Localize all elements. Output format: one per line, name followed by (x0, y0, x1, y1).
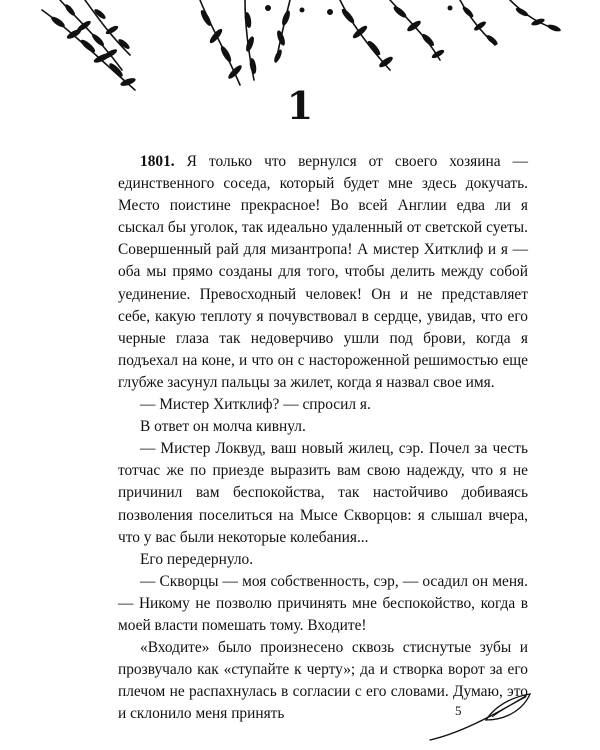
paragraph: В ответ он молча кивнул. (140, 418, 306, 436)
paragraph: Его передернуло. (140, 550, 254, 568)
paragraph-text: Я только что вернулся от своего хозяина — единственного соседа, который будет мне здесь докучать. Место поистине прекрасное! Во всей Англии едва ли я сыскал бы уголок, так идеально удаленный от светской суеты. Совершенный рай для мизантропа! А мистер Хитклиф и я — оба мы прямо созданы для того, чтобы делить между собой уединение. Превосходный человек! Он и не представляет себе, какую теплоту я почувствовал в сердце, увидав, что его черные глаза так недоверчиво ушли под брови, когда я подъехал на коне, и что он с настороженной решимостью еще глубже засунул пальцы за жилет, когда я назвал свое имя. (118, 153, 528, 391)
paragraph: «Входите» было произнесено сквозь стиснутые зубы и прозвучало как «ступайте к черту»; да и створка ворот за его плечом не распахнулась в согласии с его словами. Думаю, это и склонило меня принять (118, 639, 528, 723)
leaf-sprig-illustration (426, 690, 536, 745)
page-number: 5 (455, 703, 462, 718)
paragraph: — Мистер Хитклиф? — спросил я. (140, 396, 371, 414)
paragraph: — Скворцы — моя собственность, сэр, — осадил он меня. — Никому не позволю причинять мне беспокойство, когда в моей власти помешать тому. Входите! (118, 572, 528, 634)
chapter-body-text (118, 151, 528, 725)
year-lead: 1801. (140, 153, 175, 170)
paragraph (118, 151, 528, 394)
paragraph: — Мистер Локвуд, ваш новый жилец, сэр. Почел за честь тотчас же по приезде выразить вам свою надежду, что я не причинил вам беспокойства, так настойчиво добиваясь позволения поселиться на Мысе Скворцов: я слышал вчера, что у вас были некоторые колебания... (118, 440, 528, 546)
chapter-number: 1 (286, 83, 314, 128)
